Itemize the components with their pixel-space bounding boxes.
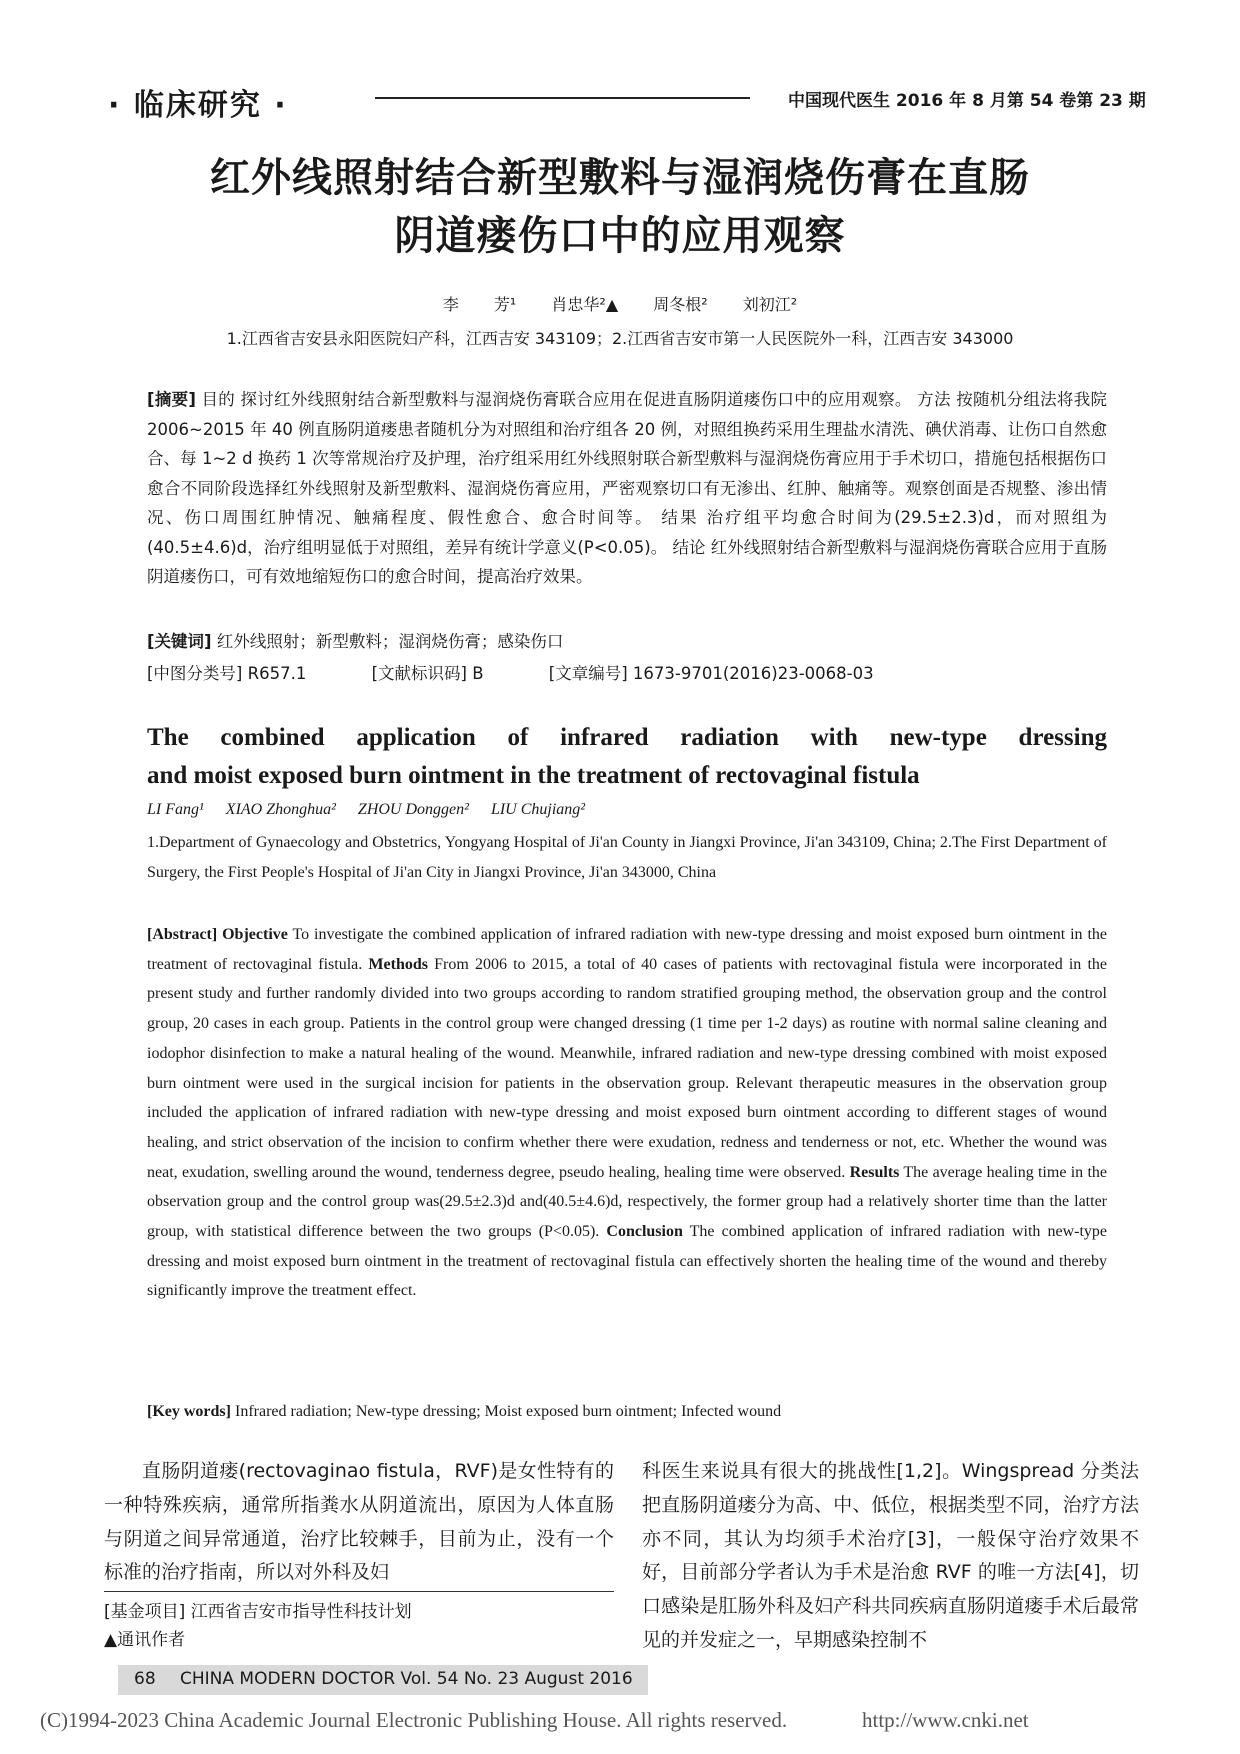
body-column-left: 直肠阴道瘘(rectovaginao fistula，RVF)是女性特有的一种特殊疾病，通常所指粪水从阴道流出，原因为人体直肠与阴道之间异常通道，治疗比较棘手，目前为止，没有一个标准的治疗指南，所以对外科及妇: [104, 1460, 614, 1584]
chinese-abstract-label: [摘要]: [147, 390, 196, 409]
journal-issue: 中国现代医生 2016 年 8 月第 54 卷第 23 期: [788, 91, 1146, 111]
chinese-title-line-2: 阴道瘘伤口中的应用观察: [394, 213, 846, 259]
english-title-line-1: The combined application of infrared radiation with new-type dressing: [147, 724, 1107, 751]
body-column-right: 科医生来说具有很大的挑战性[1,2]。Wingspread 分类法把直肠阴道瘘分为高、中、低位，根据类型不同，治疗方法亦不同，其认为均须手术治疗[3]，一般保守治疗效果不好，目前部分学者认为手术是治愈 RVF 的唯一方法[4]，切口感染是肛肠外科及妇产科共同疾病直肠阴道瘘手术后最常见的并发症之一，早期感染控制不: [642, 1460, 1139, 1651]
document-code: [文献标识码] B: [371, 664, 484, 683]
chinese-abstract: [147, 385, 1107, 592]
copyright-url: http://www.cnki.net: [862, 1708, 1029, 1732]
results-label: Results: [849, 1163, 900, 1181]
chinese-title-line-1: 红外线照射结合新型敷料与湿润烧伤膏在直肠: [210, 155, 1030, 201]
methods-label: Methods: [368, 955, 428, 973]
classification-row: [147, 660, 934, 684]
chinese-abstract-text: 目的 探讨红外线照射结合新型敷料与湿润烧伤膏联合应用在促进直肠阴道瘘伤口中的应用观察。 方法 按随机分组法将我院 2006~2015 年 40 例直肠阴道瘘患者随机分为对照组和治疗组各 20 例，对照组换药采用生理盐水清洗、碘伏消毒、让伤口自然愈合、每 1~2 d 换药 1 次等常规治疗及护理，治疗组采用红外线照射联合新型敷料与湿润烧伤膏应用于手术切口，措施包括根据伤口愈合不同阶段选择红外线照射及新型敷料、湿润烧伤膏应用，严密观察切口有无渗出、红肿、触痛等。观察创面是否规整、渗出情况、伤口周围红肿情况、触痛程度、假性愈合、愈合时间等。 结果 治疗组平均愈合时间为(29.5±2.3)d，而对照组为(40.5±4.6)d，治疗组明显低于对照组，差异有统计学意义(P<0.05)。 结论 红外线照射结合新型敷料与湿润烧伤膏联合应用于直肠阴道瘘伤口，可有效地缩短伤口的愈合时间，提高治疗效果。: [147, 390, 1107, 586]
footnote-rule: [104, 1591, 614, 1592]
english-abstract-label: [Abstract]: [147, 926, 218, 943]
section-label: · 临床研究 ·: [108, 88, 288, 123]
article-number: [文章编号] 1673-9701(2016)23-0068-03: [548, 664, 874, 683]
english-keywords-text: Infrared radiation; New-type dressing; Moist exposed burn ointment; Infected wound: [230, 1403, 782, 1420]
chinese-authors: 李 芳¹ 肖忠华²▲ 周冬根² 刘初江²: [442, 295, 798, 314]
author-name: LIU Chujiang²: [490, 801, 586, 818]
author-name: LI Fang¹: [147, 801, 204, 818]
class-number: [中图分类号] R657.1: [147, 664, 307, 683]
english-abstract: [147, 920, 1107, 1306]
conclusion-text: The combined application of infrared radiation with new-type dressing and moist exposed burn ointment in the treatment of rectovaginal fistula can effectively shorten the healing time of the wound and thereby significantly improve the treatment effect.: [147, 1223, 1108, 1300]
english-title-line-2: and moist exposed burn ointment in the treatment of rectovaginal fistula: [147, 762, 920, 789]
conclusion-label: Conclusion: [606, 1223, 683, 1241]
methods-text: From 2006 to 2015, a total of 40 cases of patients with rectovaginal fistula were incorporated in the present study and further randomly divided into two groups according to random stratified grouping method, the observation group and the control group, 20 cases in each group. Patients in the control group were changed dressing (1 time per 1-2 days) as routine with normal saline cleaning and iodophor disinfection to make a natural healing of the wound. Meanwhile, infrared radiation and new-type dressing combined with moist exposed burn ointment were used in the surgical incision for patients in the observation group. Relevant therapeutic measures in the observation group included the application of infrared radiation with new-type dressing and moist exposed burn ointment according to different stages of wound healing, and strict observation of the incision to confirm whether there were exudation, redness and tenderness or not, etc. Whether the wound was neat, exudation, swelling around the wound, tenderness degree, pseudo healing, healing time were observed.: [147, 955, 1107, 1181]
chinese-keywords-text: 红外线照射；新型敷料；湿润烧伤膏；感染伤口: [211, 632, 564, 651]
objective-text: To investigate the combined application of infrared radiation with new-type dressing and moist exposed burn ointment in the treatment of rectovaginal fistula.: [147, 926, 1107, 973]
english-keywords: [147, 1403, 781, 1421]
author-name: XIAO Zhonghua²: [225, 801, 336, 818]
corresponding-author-note: ▲通讯作者: [104, 1630, 186, 1650]
chinese-keywords-label: [关键词]: [147, 632, 212, 651]
header-rule: [375, 97, 750, 99]
english-keywords-label: [Key words]: [147, 1403, 231, 1420]
objective-label: Objective: [222, 926, 288, 943]
english-affiliation: 1.Department of Gynaecology and Obstetrics, Yongyang Hospital of Ji'an County in Jiangxi Province, Ji'an 343109, China; 2.The First Department of Surgery, the First People's Hospital of Ji'an City in Jiangxi Province, Ji'an 343000, China: [147, 834, 1107, 881]
copyright-notice: (C)1994-2023 China Academic Journal Electronic Publishing House. All rights reserved.: [40, 1708, 788, 1732]
chinese-affiliation: 1.江西省吉安县永阳医院妇产科，江西吉安 343109；2.江西省吉安市第一人民医院外一科，江西吉安 343000: [226, 329, 1014, 348]
english-authors: [147, 801, 603, 819]
chinese-keywords: [147, 627, 1107, 657]
fund-note: [基金项目] 江西省吉安市指导性科技计划: [104, 1602, 412, 1622]
page-number: 68: [134, 1669, 156, 1689]
author-name: ZHOU Donggen²: [357, 801, 469, 818]
footer-journal: CHINA MODERN DOCTOR Vol. 54 No. 23 August 2016: [180, 1669, 633, 1689]
results-text: The average healing time in the observation group and the control group was(29.5±2.3)d and(40.5±4.6)d, respectively, the former group had a relatively shorter time than the latter group, with statistical difference between the two groups (P<0.05).: [147, 1163, 1108, 1241]
